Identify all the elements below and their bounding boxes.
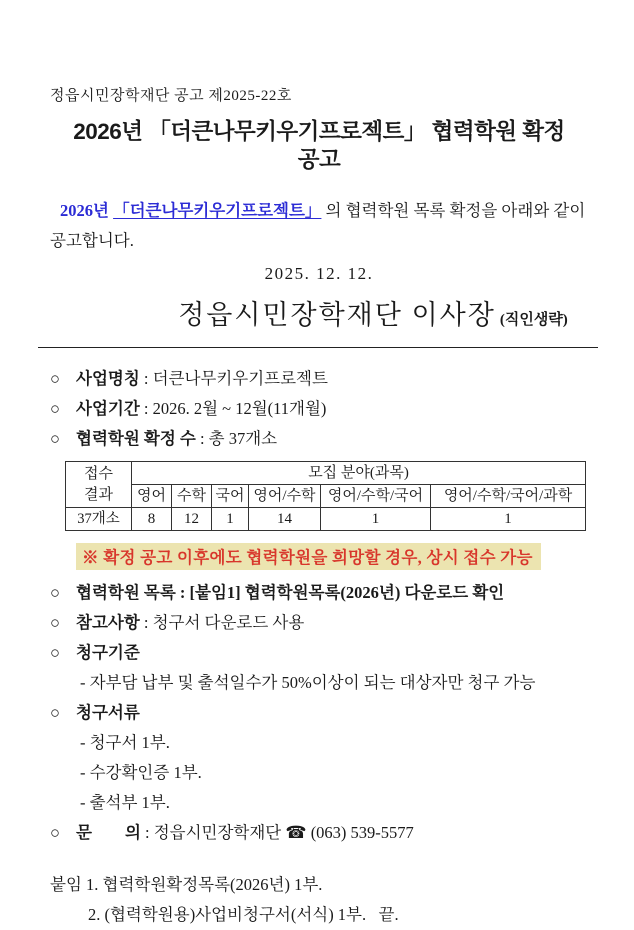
page-title: 2026년 「더큰나무키우기프로젝트」 협력학원 확정 공고 xyxy=(73,119,565,172)
circle-bullet-icon: ○ xyxy=(50,399,60,418)
circle-bullet-icon: ○ xyxy=(50,643,60,662)
attachments-block xyxy=(50,870,588,930)
column-header: 영어/수학/국어 xyxy=(321,485,431,508)
circle-bullet-icon: ○ xyxy=(50,369,60,388)
column-header: 수학 xyxy=(172,485,212,508)
contact-phone-number: (063) 539-5577 xyxy=(306,823,414,842)
attachment-line-1 xyxy=(50,870,588,900)
value-cell: 8 xyxy=(132,508,172,531)
corner-header-cell: 접수 결과 xyxy=(66,462,132,508)
attachment-prefix: 붙임 xyxy=(50,875,87,894)
claim-document-item: - 수강확인증 1부. xyxy=(80,763,202,782)
doc-number: 정읍시민장학재단 공고 제2025-22호 xyxy=(50,88,292,104)
list-item-confirmed-count: ○ 협력학원 확정 수 : 총 37개소 xyxy=(50,424,588,454)
value-cell: 12 xyxy=(172,508,212,531)
circle-bullet-icon: ○ xyxy=(50,613,60,632)
list-item-project-name: ○ 사업명칭 : 더큰나무키우기프로젝트 xyxy=(50,364,588,394)
list-item-project-period: ○ 사업기간 : 2026. 2월 ~ 12월(11개월) xyxy=(50,394,588,424)
circle-bullet-icon: ○ xyxy=(50,429,60,448)
claim-document-item: - 출석부 1부. xyxy=(80,793,170,812)
claim-document-item: - 청구서 1부. xyxy=(80,733,170,752)
attachment-line-2 xyxy=(50,900,588,930)
signature-block xyxy=(50,296,588,339)
info-list xyxy=(50,364,588,454)
value-cell: 1 xyxy=(212,508,249,531)
contact-organization: 정읍시민장학재단 xyxy=(153,823,286,842)
intro-rest: 의 협력학원 목록 확정을 아래와 같이 공고합니다. xyxy=(50,201,586,250)
column-header: 영어/수학/국어/과학 xyxy=(431,485,586,508)
list-item-academy-list: ○ 협력학원 목록 : [붙임1] 협력학원목록(2026년) 다운로드 확인 xyxy=(50,578,588,608)
value-cell: 1 xyxy=(431,508,586,531)
table-row xyxy=(66,462,586,485)
circle-bullet-icon: ○ xyxy=(50,703,60,722)
list-item-contact: ○ 문 의 : 정읍시민장학재단 ☎ (063) 539-5577 xyxy=(50,818,588,848)
list-item-claim-criteria: ○ 청구기준 xyxy=(50,638,588,668)
claim-criteria-detail: - 자부담 납부 및 출석일수가 50%이상이 되는 대상자만 청구 가능 xyxy=(80,673,536,692)
seal-omitted-note: (직인생략) xyxy=(499,312,568,328)
highlighted-notice: ※ 확정 공고 이후에도 협력학원을 희망할 경우, 상시 접수 가능 xyxy=(76,543,541,570)
notice-row xyxy=(76,543,588,570)
divider-line xyxy=(38,347,598,348)
attachment-item: 2. (협력학원용)사업비청구서(서식) 1부. xyxy=(88,905,367,924)
row-label-cell: 37개소 xyxy=(66,508,132,531)
attachment-item: 1. 협력학원확정목록(2026년) 1부. xyxy=(86,875,323,894)
intro-project-name: 「더큰나무키우기프로젝트」 xyxy=(113,201,322,220)
detail-list xyxy=(50,578,588,848)
circle-bullet-icon: ○ xyxy=(50,823,60,842)
value-cell: 1 xyxy=(321,508,431,531)
table-row xyxy=(66,485,586,508)
list-item-reference: ○ 참고사항 : 청구서 다운로드 사용 xyxy=(50,608,588,638)
table-row xyxy=(66,508,586,531)
end-marker: 끝. xyxy=(366,905,399,924)
telephone-icon: ☎ xyxy=(285,823,307,842)
application-result-table xyxy=(65,461,586,531)
column-header: 국어 xyxy=(212,485,249,508)
column-header: 영어/수학 xyxy=(249,485,321,508)
signer-name: 정읍시민장학재단 이사장 xyxy=(178,300,496,330)
circle-bullet-icon: ○ xyxy=(50,583,60,602)
group-header-cell: 모집 분야(과목) xyxy=(132,462,586,485)
announcement-date: 2025. 12. 12. xyxy=(264,264,374,283)
intro-paragraph xyxy=(50,196,588,256)
value-cell: 14 xyxy=(249,508,321,531)
column-header: 영어 xyxy=(132,485,172,508)
intro-project-year: 2026년 xyxy=(60,201,114,220)
list-item-claim-documents: ○ 청구서류 xyxy=(50,698,588,728)
